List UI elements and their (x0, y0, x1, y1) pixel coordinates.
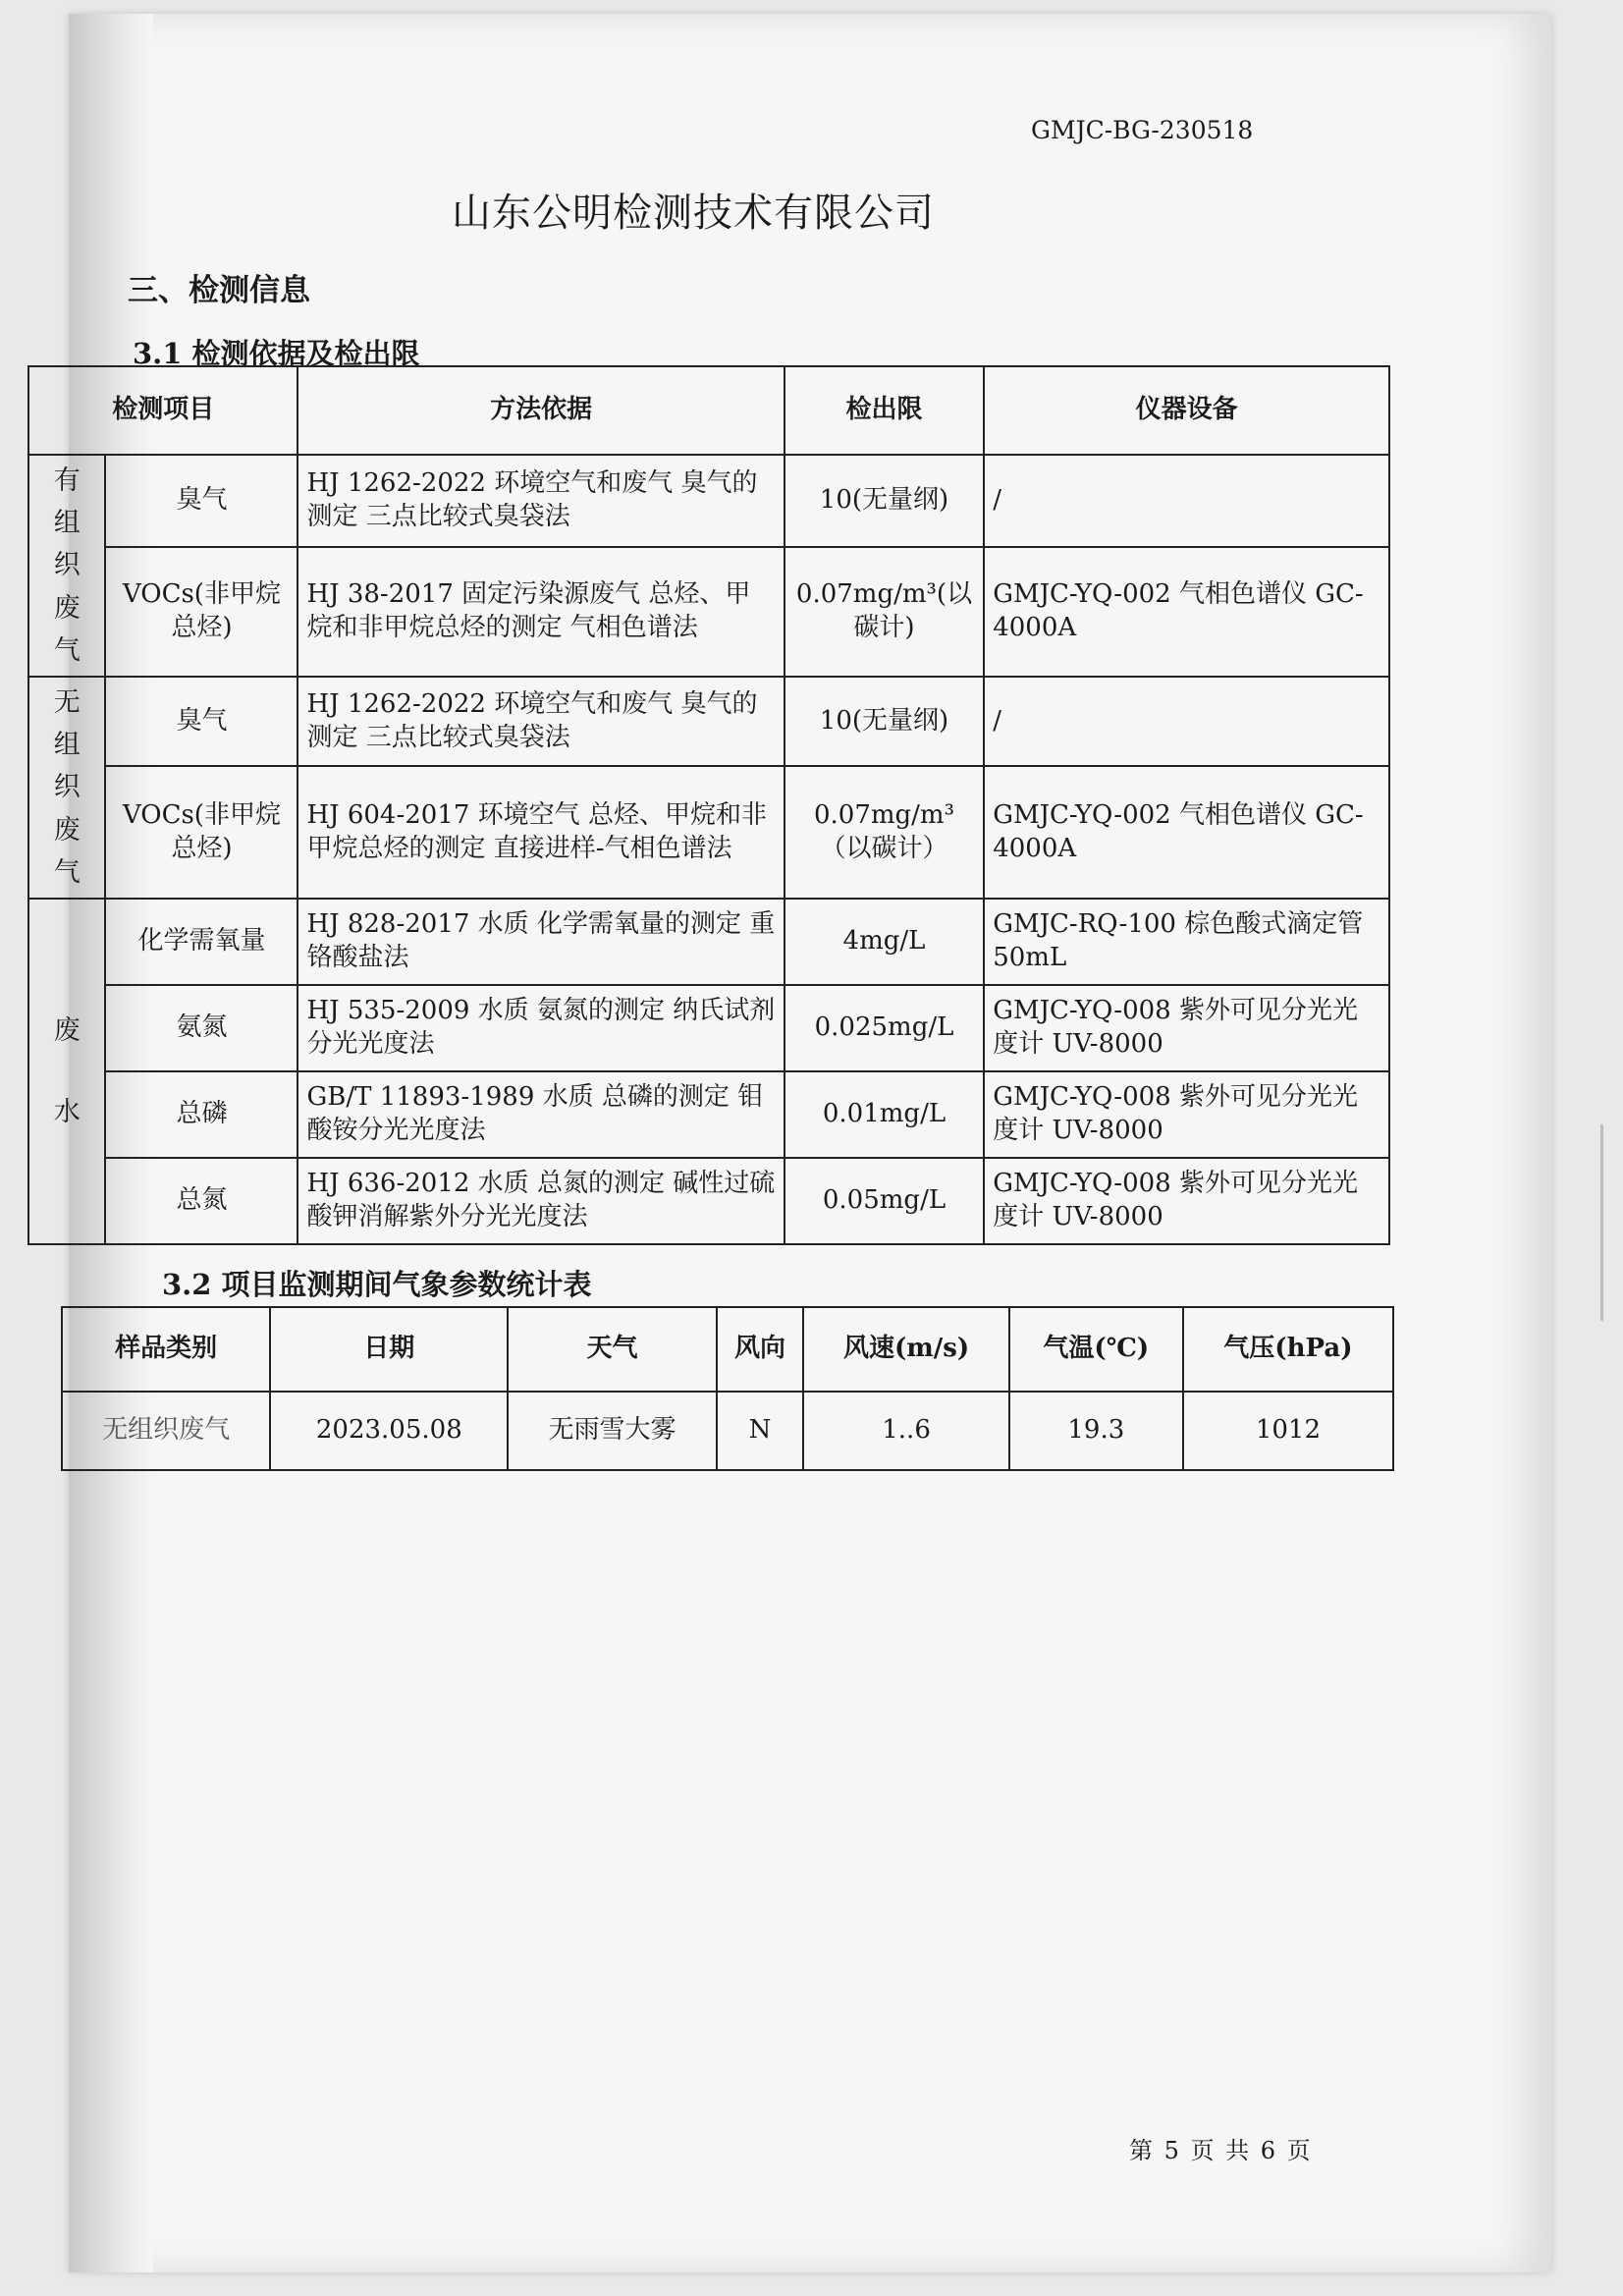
category-char: 有 (53, 465, 81, 496)
equipment-cell: GMJC-YQ-008 紫外可见分光光度计 UV-8000 (984, 985, 1389, 1071)
weather-cell: 无组织废气 (62, 1392, 270, 1470)
table-row (28, 677, 1389, 766)
category-char: 废 (53, 814, 81, 846)
item-cell: 总磷 (105, 1071, 298, 1158)
table-row (28, 1158, 1389, 1244)
table-row (62, 1392, 1393, 1470)
category-char: 组 (53, 508, 81, 539)
section-title: 三、检测信息 (128, 273, 310, 308)
company-name: 山东公明检测技术有限公司 (452, 191, 935, 236)
method-cell: HJ 38-2017 固定污染源废气 总烃、甲烷和非甲烷总烃的测定 气相色谱法 (298, 547, 784, 677)
page-number: 第 5 页 共 6 页 (1129, 2137, 1313, 2164)
method-cell: HJ 1262-2022 环境空气和废气 臭气的测定 三点比较式臭袋法 (298, 455, 784, 547)
category-char: 织 (53, 550, 81, 581)
limit-cell: 10(无量纲) (784, 677, 984, 766)
equipment-cell: GMJC-YQ-002 气相色谱仪 GC-4000A (984, 766, 1389, 899)
table-row (28, 766, 1389, 899)
category-char: 废 (53, 592, 81, 624)
equipment-cell: GMJC-YQ-002 气相色谱仪 GC-4000A (984, 547, 1389, 677)
equipment-cell: GMJC-YQ-008 紫外可见分光光度计 UV-8000 (984, 1071, 1389, 1158)
limit-cell: 0.07mg/m³(以碳计) (784, 547, 984, 677)
category-char: 废 (53, 1014, 81, 1046)
document-code: GMJC-BG-230518 (1031, 116, 1254, 144)
item-cell: 化学需氧量 (105, 899, 298, 985)
category-char: 无 (53, 686, 81, 718)
weather-cell: 无雨雪大雾 (508, 1392, 716, 1470)
table-row (28, 985, 1389, 1071)
category-char: 组 (53, 730, 81, 761)
limit-cell: 0.07mg/m³（以碳计） (784, 766, 984, 899)
item-cell: 总氮 (105, 1158, 298, 1244)
weather-header-cell: 天气 (508, 1307, 716, 1392)
category-char: 织 (53, 772, 81, 803)
weather-header-cell: 风向 (717, 1307, 804, 1392)
subsection-title-3-2: 3.2 项目监测期间气象参数统计表 (162, 1268, 592, 1301)
item-cell: 臭气 (105, 455, 298, 547)
weather-header-cell: 气温(℃) (1009, 1307, 1183, 1392)
equipment-cell: GMJC-YQ-008 紫外可见分光光度计 UV-8000 (984, 1158, 1389, 1244)
subsection-title-3-1: 3.1 检测依据及检出限 (133, 337, 420, 370)
weather-cell: N (717, 1392, 804, 1470)
limit-cell: 0.025mg/L (784, 985, 984, 1071)
item-cell: 臭气 (105, 677, 298, 766)
limit-cell: 0.05mg/L (784, 1158, 984, 1244)
header-method: 方法依据 (298, 366, 784, 455)
limit-cell: 4mg/L (784, 899, 984, 985)
header-equipment: 仪器设备 (984, 366, 1389, 455)
equipment-cell: / (984, 455, 1389, 547)
stamp-mark (1542, 1103, 1603, 1322)
header-item: 检测项目 (28, 366, 298, 455)
table-row (28, 455, 1389, 547)
weather-header-cell: 风速(m/s) (803, 1307, 1008, 1392)
item-cell: 氨氮 (105, 985, 298, 1071)
table-row (28, 899, 1389, 985)
table-row (28, 547, 1389, 677)
category-char: 气 (53, 856, 81, 888)
weather-cell: 19.3 (1009, 1392, 1183, 1470)
method-cell: HJ 604-2017 环境空气 总烃、甲烷和非甲烷总烃的测定 直接进样-气相色谱法 (298, 766, 784, 899)
item-cell: VOCs(非甲烷总烃) (105, 547, 298, 677)
equipment-cell: / (984, 677, 1389, 766)
method-cell: HJ 1262-2022 环境空气和废气 臭气的测定 三点比较式臭袋法 (298, 677, 784, 766)
detection-basis-table (27, 365, 1390, 1245)
category-char: 水 (53, 1096, 81, 1127)
method-cell: HJ 535-2009 水质 氨氮的测定 纳氏试剂分光光度法 (298, 985, 784, 1071)
weather-header-cell: 样品类别 (62, 1307, 270, 1392)
method-cell: HJ 828-2017 水质 化学需氧量的测定 重铬酸盐法 (298, 899, 784, 985)
table-header-row (62, 1307, 1393, 1392)
weather-cell: 1012 (1183, 1392, 1393, 1470)
category-cell (28, 899, 105, 1244)
header-limit: 检出限 (784, 366, 984, 455)
limit-cell: 0.01mg/L (784, 1071, 984, 1158)
table-header-row (28, 366, 1389, 455)
table-row (28, 1071, 1389, 1158)
weather-header-cell: 日期 (270, 1307, 508, 1392)
category-char: 气 (53, 634, 81, 666)
equipment-cell: GMJC-RQ-100 棕色酸式滴定管 50mL (984, 899, 1389, 985)
weather-header-cell: 气压(hPa) (1183, 1307, 1393, 1392)
limit-cell: 10(无量纲) (784, 455, 984, 547)
category-cell (28, 455, 105, 677)
method-cell: GB/T 11893-1989 水质 总磷的测定 钼酸铵分光光度法 (298, 1071, 784, 1158)
weather-cell: 2023.05.08 (270, 1392, 508, 1470)
weather-table (61, 1306, 1394, 1471)
weather-cell: 1..6 (803, 1392, 1008, 1470)
method-cell: HJ 636-2012 水质 总氮的测定 碱性过硫酸钾消解紫外分光光度法 (298, 1158, 784, 1244)
category-cell (28, 677, 105, 899)
item-cell: VOCs(非甲烷总烃) (105, 766, 298, 899)
